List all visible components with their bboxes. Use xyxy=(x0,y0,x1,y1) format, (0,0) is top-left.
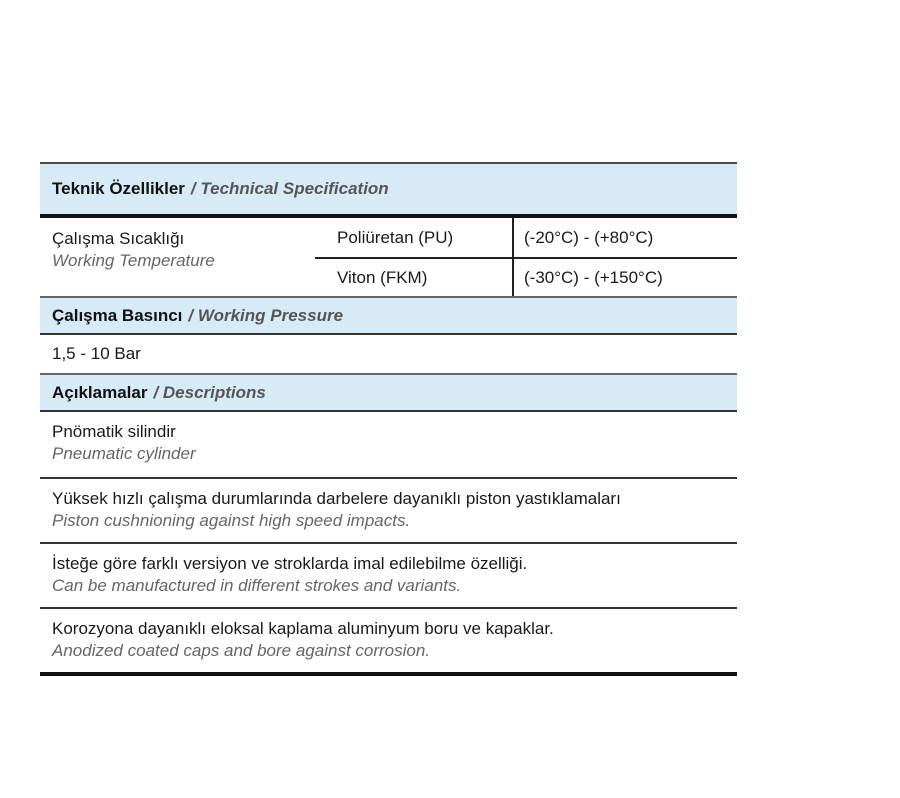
temperature-material-row xyxy=(315,257,737,296)
description-text-tr: Korozyona dayanıklı eloksal kaplama aluminyum boru ve kapaklar. xyxy=(52,619,554,638)
working-pressure-value: 1,5 - 10 Bar xyxy=(40,335,737,374)
working-temperature-label xyxy=(40,218,315,296)
technical-spec-title-tr: Teknik Özellikler xyxy=(52,179,185,198)
description-item xyxy=(40,544,737,609)
temperature-material-table xyxy=(315,218,737,296)
description-text-tr: İsteğe göre farklı versiyon ve stroklarda imal edilebilme özelliği. xyxy=(52,554,528,573)
description-text-en: Anodized coated caps and bore against corrosion. xyxy=(52,641,431,660)
technical-spec-header xyxy=(40,162,737,218)
working-pressure-header xyxy=(40,297,737,335)
temperature-range-cell: (-30°C) - (+150°C) xyxy=(512,259,737,296)
descriptions-title-tr: Açıklamalar xyxy=(52,382,148,402)
description-item xyxy=(40,479,737,544)
description-text-en: Can be manufactured in different strokes and variants. xyxy=(52,576,462,595)
working-temperature-row xyxy=(40,218,737,297)
temperature-material-row xyxy=(315,218,737,257)
description-text-tr: Pnömatik silindir xyxy=(52,422,176,441)
description-item xyxy=(40,609,737,676)
description-text-en: Piston cushnioning against high speed impacts. xyxy=(52,511,411,530)
material-cell: Poliüretan (PU) xyxy=(337,227,454,247)
description-text-tr: Yüksek hızlı çalışma durumlarında darbelere dayanıklı piston yastıklamaları xyxy=(52,489,621,508)
description-text-en: Pneumatic cylinder xyxy=(52,444,196,463)
working-pressure-title-en: / Working Pressure xyxy=(188,305,344,325)
description-item xyxy=(40,412,737,479)
descriptions-title-en: / Descriptions xyxy=(153,382,266,402)
technical-spec-title-en: / Technical Specification xyxy=(190,179,389,198)
working-temperature-label-en: Working Temperature xyxy=(52,251,215,270)
working-temperature-label-tr: Çalışma Sıcaklığı xyxy=(52,229,185,248)
descriptions-header xyxy=(40,374,737,412)
material-cell: Viton (FKM) xyxy=(337,267,428,287)
temperature-range-cell: (-20°C) - (+80°C) xyxy=(512,218,737,257)
spec-table xyxy=(40,162,737,676)
working-pressure-title-tr: Çalışma Basıncı xyxy=(52,305,183,325)
